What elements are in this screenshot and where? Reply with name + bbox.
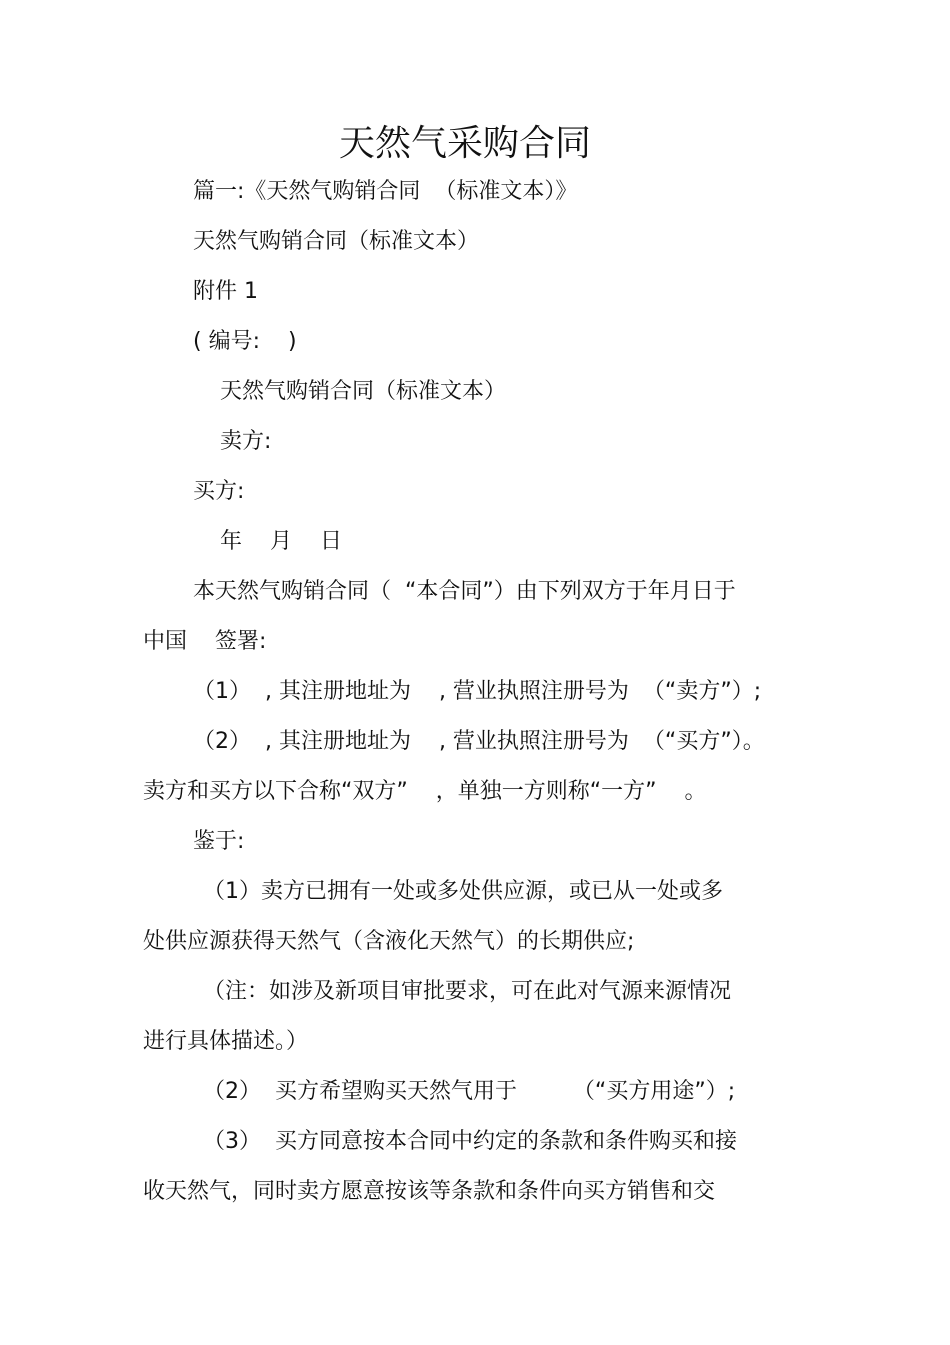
paragraph-line: 卖方: [220, 429, 272, 454]
paragraph-line: 处供应源获得天然气（含液化天然气）的长期供应; [143, 929, 635, 954]
paragraph-line: 年 月 日 [220, 529, 342, 554]
paragraph-line: 进行具体描述。） [143, 1029, 309, 1054]
paragraph-line: 附件 1 [193, 279, 258, 304]
paragraph-line: （1） , 其注册地址为 , 营业执照注册号为 （“卖方”）; [193, 679, 762, 704]
paragraph-line: 天然气购销合同（标准文本） [220, 379, 507, 404]
paragraph-line: （1）卖方已拥有一处或多处供应源，或已从一处或多 [203, 879, 723, 904]
paragraph-line: 中国 签署: [143, 629, 267, 654]
paragraph-line: （注：如涉及新项目审批要求，可在此对气源来源情况 [203, 979, 732, 1004]
paragraph-line: 天然气购销合同（标准文本） [193, 229, 480, 254]
paragraph-line: 鉴于: [193, 829, 245, 854]
paragraph-line: （3） 买方同意按本合同中约定的条款和条件购买和接 [203, 1129, 737, 1154]
paragraph-line: 本天然气购销合同（ “本合同”）由下列双方于年月日于 [193, 579, 736, 604]
document-title: 天然气采购合同 [338, 123, 591, 164]
paragraph-line: （2） , 其注册地址为 , 营业执照注册号为 （“买方”）。 [193, 729, 765, 754]
paragraph-line: 收天然气，同时卖方愿意按该等条款和条件向买方销售和交 [143, 1179, 716, 1204]
paragraph-line: （2） 买方希望购买天然气用于 （“买方用途”）; [203, 1079, 736, 1104]
paragraph-line: 篇一:《天然气购销合同 （标准文本）》 [193, 179, 578, 204]
paragraph-line: 卖方和买方以下合称“双方” ，单独一方则称“一方” 。 [143, 779, 707, 804]
paragraph-line: 买方: [193, 479, 245, 504]
paragraph-line: ( 编号: ) [193, 329, 297, 354]
